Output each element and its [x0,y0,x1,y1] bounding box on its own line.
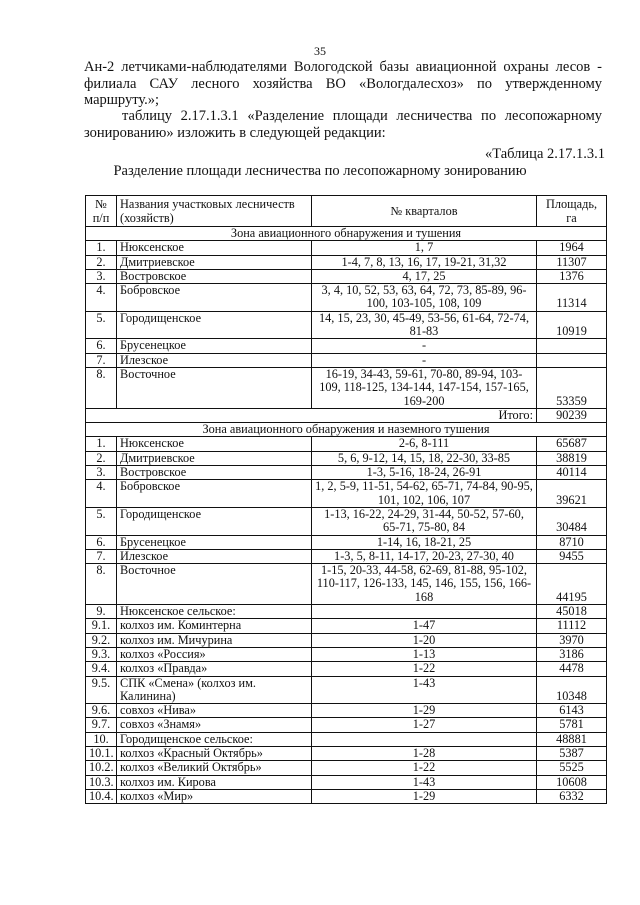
table-row [86,367,607,408]
row-name: Восточное [117,564,312,605]
row-area: 30484 [537,507,607,535]
row-area: 5525 [537,761,607,775]
row-kvartals: - [312,339,537,353]
row-area: 44195 [537,564,607,605]
table-row [86,535,607,549]
table-row [86,311,607,339]
row-area: 10348 [537,676,607,704]
row-area: 38819 [537,451,607,465]
zone1-total-row [86,408,607,422]
row-name: Городищенское [117,311,312,339]
row-number: 2. [86,451,117,465]
row-area: 3186 [537,647,607,661]
row-number: 3. [86,466,117,480]
table-row [86,241,607,255]
row-name: колхоз им. Мичурина [117,633,312,647]
row-area: 65687 [537,437,607,451]
row-area: 1376 [537,269,607,283]
row-kvartals: 3, 4, 10, 52, 53, 63, 64, 72, 73, 85-89, 96-100, 103-105, 108, 109 [312,284,537,312]
row-number: 5. [86,311,117,339]
row-name: Восточное [117,367,312,408]
row-number: 8. [86,367,117,408]
row-area: 10919 [537,311,607,339]
row-number: 10.3. [86,775,117,789]
row-number: 6. [86,535,117,549]
row-kvartals: 1-22 [312,662,537,676]
table-row [86,662,607,676]
row-name: колхоз «Красный Октябрь» [117,746,312,760]
row-number: 9.3. [86,647,117,661]
row-area [537,339,607,353]
row-number: 9.7. [86,718,117,732]
row-name: Дмитриевское [117,451,312,465]
row-name: Востровское [117,466,312,480]
row-kvartals: 14, 15, 23, 30, 45-49, 53-56, 61-64, 72-74, 81-83 [312,311,537,339]
row-kvartals: 1-3, 5-16, 18-24, 26-91 [312,466,537,480]
table-row [86,718,607,732]
row-kvartals: 1-29 [312,704,537,718]
row-area: 10608 [537,775,607,789]
table-row [86,633,607,647]
row-kvartals: 1-14, 16, 18-21, 25 [312,535,537,549]
row-kvartals: 1-13 [312,647,537,661]
row-kvartals: 1-47 [312,619,537,633]
header-name: Названия участковых лесничеств (хозяйств) [117,196,312,227]
row-number: 9.1. [86,619,117,633]
row-name: Илезское [117,549,312,563]
table-header-row [86,196,607,227]
row-number: 1. [86,241,117,255]
row-name: колхоз им. Кирова [117,775,312,789]
row-number: 4. [86,480,117,508]
row-number: 9. [86,605,117,619]
row-name: Нюксенское [117,241,312,255]
row-area: 39621 [537,480,607,508]
intro-paragraph: Ан-2 летчиками-наблюдателями Вологодской базы авиационной охраны лесов - филиала САУ лесного хозяйства ВО «Вологдалесхоз» по утвержденному [84,59,602,92]
table-row [86,746,607,760]
table-title: Разделение площади лесничества по лесопожарному зонированию [113,163,527,179]
row-number: 7. [86,353,117,367]
row-name: Бобровское [117,480,312,508]
row-number: 2. [86,255,117,269]
row-number: 10.2. [86,761,117,775]
row-kvartals: 1-15, 20-33, 44-58, 62-69, 81-88, 95-102, 110-117, 126-133, 145, 146, 155, 156, 166-168 [312,564,537,605]
row-kvartals: 1-28 [312,746,537,760]
row-area: 4478 [537,662,607,676]
zone1-title-row [86,227,607,241]
table-row [86,284,607,312]
row-name: Брусенецкое [117,339,312,353]
row-name: Дмитриевское [117,255,312,269]
table-row [86,775,607,789]
row-name: Городищенское сельское: [117,732,312,746]
row-name: СПК «Смена» (колхоз им. Калинина) [117,676,312,704]
row-name: Городищенское [117,507,312,535]
row-name: Нюксенское [117,437,312,451]
row-kvartals: 1-43 [312,775,537,789]
row-name: колхоз «Россия» [117,647,312,661]
table-row [86,466,607,480]
row-kvartals: 4, 17, 25 [312,269,537,283]
row-area: 48881 [537,732,607,746]
table-row [86,480,607,508]
row-area [537,353,607,367]
intro-paragraph-end: маршруту.»; [84,92,160,108]
table-row [86,732,607,746]
row-kvartals [312,732,537,746]
table-row [86,605,607,619]
zone1-body [86,227,607,409]
row-number: 4. [86,284,117,312]
zone2-title: Зона авиационного обнаружения и наземного тушения [86,423,607,437]
row-area: 11112 [537,619,607,633]
page-number: 35 [314,44,326,58]
row-number: 5. [86,507,117,535]
row-number: 3. [86,269,117,283]
table-row [86,647,607,661]
row-area: 45018 [537,605,607,619]
row-number: 9.2. [86,633,117,647]
row-number: 10.4. [86,789,117,803]
table-row [86,761,607,775]
row-name: совхоз «Знамя» [117,718,312,732]
header-num: № п/п [86,196,117,227]
row-name: совхоз «Нива» [117,704,312,718]
total-label: Итого: [86,408,537,422]
row-kvartals: 1-43 [312,676,537,704]
row-name: Илезское [117,353,312,367]
row-area: 3970 [537,633,607,647]
zone2-title-row [86,423,607,437]
table-row [86,269,607,283]
amendment-paragraph-end: зонированию» изложить в следующей редакции: [84,125,386,141]
table-row [86,507,607,535]
row-name: колхоз «Мир» [117,789,312,803]
row-area: 8710 [537,535,607,549]
row-name: колхоз «Правда» [117,662,312,676]
row-kvartals [312,605,537,619]
row-number: 10.1. [86,746,117,760]
row-area: 40114 [537,466,607,480]
row-area: 6143 [537,704,607,718]
row-kvartals: 1-27 [312,718,537,732]
row-area: 11307 [537,255,607,269]
row-area: 5781 [537,718,607,732]
row-area: 53359 [537,367,607,408]
row-kvartals: 2-6, 8-111 [312,437,537,451]
row-kvartals: 5, 6, 9-12, 14, 15, 18, 22-30, 33-85 [312,451,537,465]
row-kvartals: 16-19, 34-43, 59-61, 70-80, 89-94, 103-109, 118-125, 134-144, 147-154, 157-165, 169-200 [312,367,537,408]
row-name: Брусенецкое [117,535,312,549]
table-row [86,451,607,465]
zoning-table [85,195,607,804]
row-name: Нюксенское сельское: [117,605,312,619]
row-number: 8. [86,564,117,605]
table-row [86,339,607,353]
row-name: колхоз им. Коминтерна [117,619,312,633]
row-number: 9.6. [86,704,117,718]
table-row [86,676,607,704]
row-number: 1. [86,437,117,451]
row-kvartals: - [312,353,537,367]
row-kvartals: 1-4, 7, 8, 13, 16, 17, 19-21, 31,32 [312,255,537,269]
row-area: 11314 [537,284,607,312]
table-row [86,255,607,269]
zone1-title: Зона авиационного обнаружения и тушения [86,227,607,241]
row-area: 5387 [537,746,607,760]
row-area: 9455 [537,549,607,563]
row-kvartals: 1-13, 16-22, 24-29, 31-44, 50-52, 57-60, 65-71, 75-80, 84 [312,507,537,535]
table-row [86,549,607,563]
table-row [86,353,607,367]
row-number: 6. [86,339,117,353]
row-kvartals: 1-20 [312,633,537,647]
zone2-body [86,423,607,804]
row-kvartals: 1, 7 [312,241,537,255]
row-number: 7. [86,549,117,563]
table-row [86,564,607,605]
table-row [86,789,607,803]
amendment-paragraph: таблицу 2.17.1.3.1 «Разделение площади лесничества по лесопожарному [122,108,602,124]
row-kvartals: 1-22 [312,761,537,775]
row-number: 9.5. [86,676,117,704]
row-area: 1964 [537,241,607,255]
zone1-total-body [86,408,607,422]
row-kvartals: 1, 2, 5-9, 11-51, 54-62, 65-71, 74-84, 90-95, 101, 102, 106, 107 [312,480,537,508]
total-value: 90239 [537,408,607,422]
table-row [86,619,607,633]
row-number: 9.4. [86,662,117,676]
row-name: Востровское [117,269,312,283]
row-name: Бобровское [117,284,312,312]
table-row [86,704,607,718]
table-reference: «Таблица 2.17.1.3.1 [484,146,605,162]
row-area: 6332 [537,789,607,803]
row-name: колхоз «Великий Октябрь» [117,761,312,775]
row-kvartals: 1-29 [312,789,537,803]
table-row [86,437,607,451]
header-kvartals: № кварталов [312,196,537,227]
header-area: Площадь, га [537,196,607,227]
row-number: 10. [86,732,117,746]
row-kvartals: 1-3, 5, 8-11, 14-17, 20-23, 27-30, 40 [312,549,537,563]
